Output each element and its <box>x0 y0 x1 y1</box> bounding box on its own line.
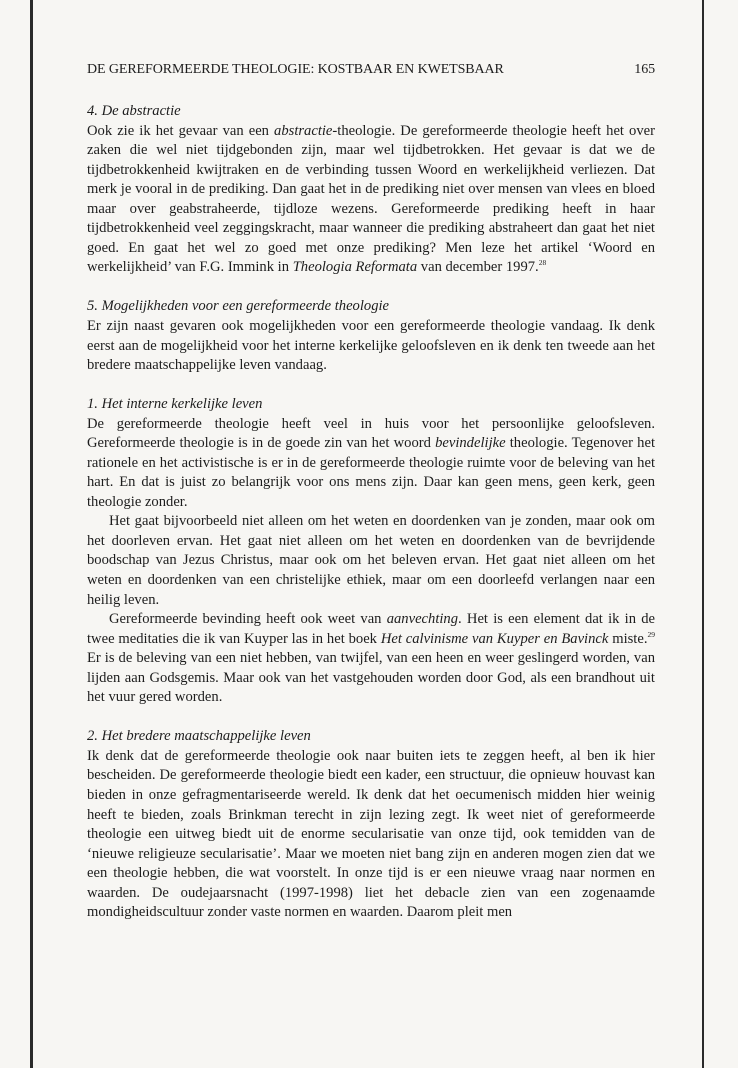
journal-title: Theologia Reformata <box>292 259 418 276</box>
scan-edge-right <box>702 0 704 1068</box>
paragraph: Er zijn naast gevaren ook mogelijkheden voor een gereformeerde theologie vandaag. Ik denk eerst aan de mogelijkheid voor het interne kerkelijke geloofsleven en ik denk ten tweede aan het bredere maatschappelijke leven vandaag. <box>87 317 655 374</box>
footnote-ref: 29 <box>647 629 655 639</box>
emphasis: aanvechting <box>386 611 459 628</box>
paragraph: De gereformeerde theologie heeft veel in huis voor het persoonlijke geloofsleven. Gereformeerde theologie is in de goede zin van het woord bevindelijke theologie. Tegenover het rationele en het activistische is er in de gereformeerde theologie ruimte voor de beleving van het hart. En dat is juist zo belangrijk voor ons mens zijn. Daar kan geen mens, geen kerk, geen theologie zonder. Het gaat bijvoorbeeld niet alleen om het weten en doordenken van je zonden, maar ook om het doorleven ervan. Het gaat niet alleen om het weten en doordenken van de bevrijdende boodschap van Jezus Christus, maar ook om het beleven ervan. Het gaat niet alleen om het weten en doordenken van een christelijke ethiek, maar om een doorleefd verlangen naar een heilig leven. Gereformeerde bevinding heeft ook weet van aanvechting. Het is een element dat ik in de twee meditaties die ik van Kuyper las in het boek Het calvinisme van Kuyper en Bavinck miste.$^{29}$ Er is de beleving van een niet hebben, van twijfel, van een heen en weer geslingerd worden, van lijden aan Godsgemis. Maar ook van het vastgehouden worden door God, als een brandhout uit het vuur gered worden. <box>87 415 656 706</box>
running-head <box>87 60 655 82</box>
paragraph: Ik denk dat de gereformeerde theologie ook naar buiten iets te zeggen heeft, al ben ik hier bescheiden. De gereformeerde theologie biedt een kader, een structuur, die opnieuw houvast kan bieden in onze gefragmentariseerde wereld. Ik denk dat het oecumenisch midden hier weinig heeft te bieden, zoals Brinkman terecht in zijn lezing zegt. Ik weet niet of gereformeerde theologie een uitweg biedt uit de enorme secularisatie van onze tijd, ook temidden van de ‘nieuwe religieuze secularisatie’. Maar we moeten niet bang zijn en anderen mogen zien dat we een theologie hebben, die wat voorstelt. In onze tijd is er een nieuwe vraag naar normen en waarden. De oudejaarsnacht (1997-1998) liet het debacle zien van een zogenaamde mondigheidscultuur zonder vaste normen en waarden. Daarom pleit men <box>87 747 655 921</box>
book-title: Het calvinisme van Kuyper en Bavinck <box>380 630 609 647</box>
page <box>87 60 655 923</box>
section-heading: 5. Mogelijkheden voor een gereformeerde theologie <box>87 298 390 315</box>
page-number: 165 <box>634 62 655 77</box>
emphasis: abstractie <box>274 122 333 139</box>
scan-edge-left <box>30 0 33 1068</box>
paragraph: Ook zie ik het gevaar van een abstractie-theologie. De gereformeerde theologie heeft het over zaken die wel niet tijdgebonden zijn, maar wel tijdbetrokken. Het gevaar is dat we de tijdbetrokkenheid kwijtraken en de verbinding tussen Woord en werkelijkheid verliezen. Dat merk je vooral in de prediking. Dan gaat het in de prediking niet over mensen van vlees en bloed maar over geabstraheerde, tijdloze wezens. Gereformeerde prediking heeft in haar tijdbetrokkenheid veel zeggingskracht, maar wanneer die prediking abstraheert dan gaat het niet goed. En gaat het wel zo goed met onze prediking? Men leze het artikel ‘Woord en werkelijkheid’ van F.G. Immink in Theologia Reformata van december 1997.28 <box>87 122 655 276</box>
subsection-heading: 1. Het interne kerkelijke leven <box>87 396 263 413</box>
emphasis: bevindelijke <box>435 435 506 452</box>
running-head-title: DE GEREFORMEERDE THEOLOGIE: KOSTBAAR EN KWETSBAAR <box>87 62 504 77</box>
footnote-ref: 28 <box>538 258 547 268</box>
subsection-heading: 2. Het bredere maatschappelijke leven <box>87 728 311 745</box>
section-heading: 4. De abstractie <box>87 103 181 119</box>
